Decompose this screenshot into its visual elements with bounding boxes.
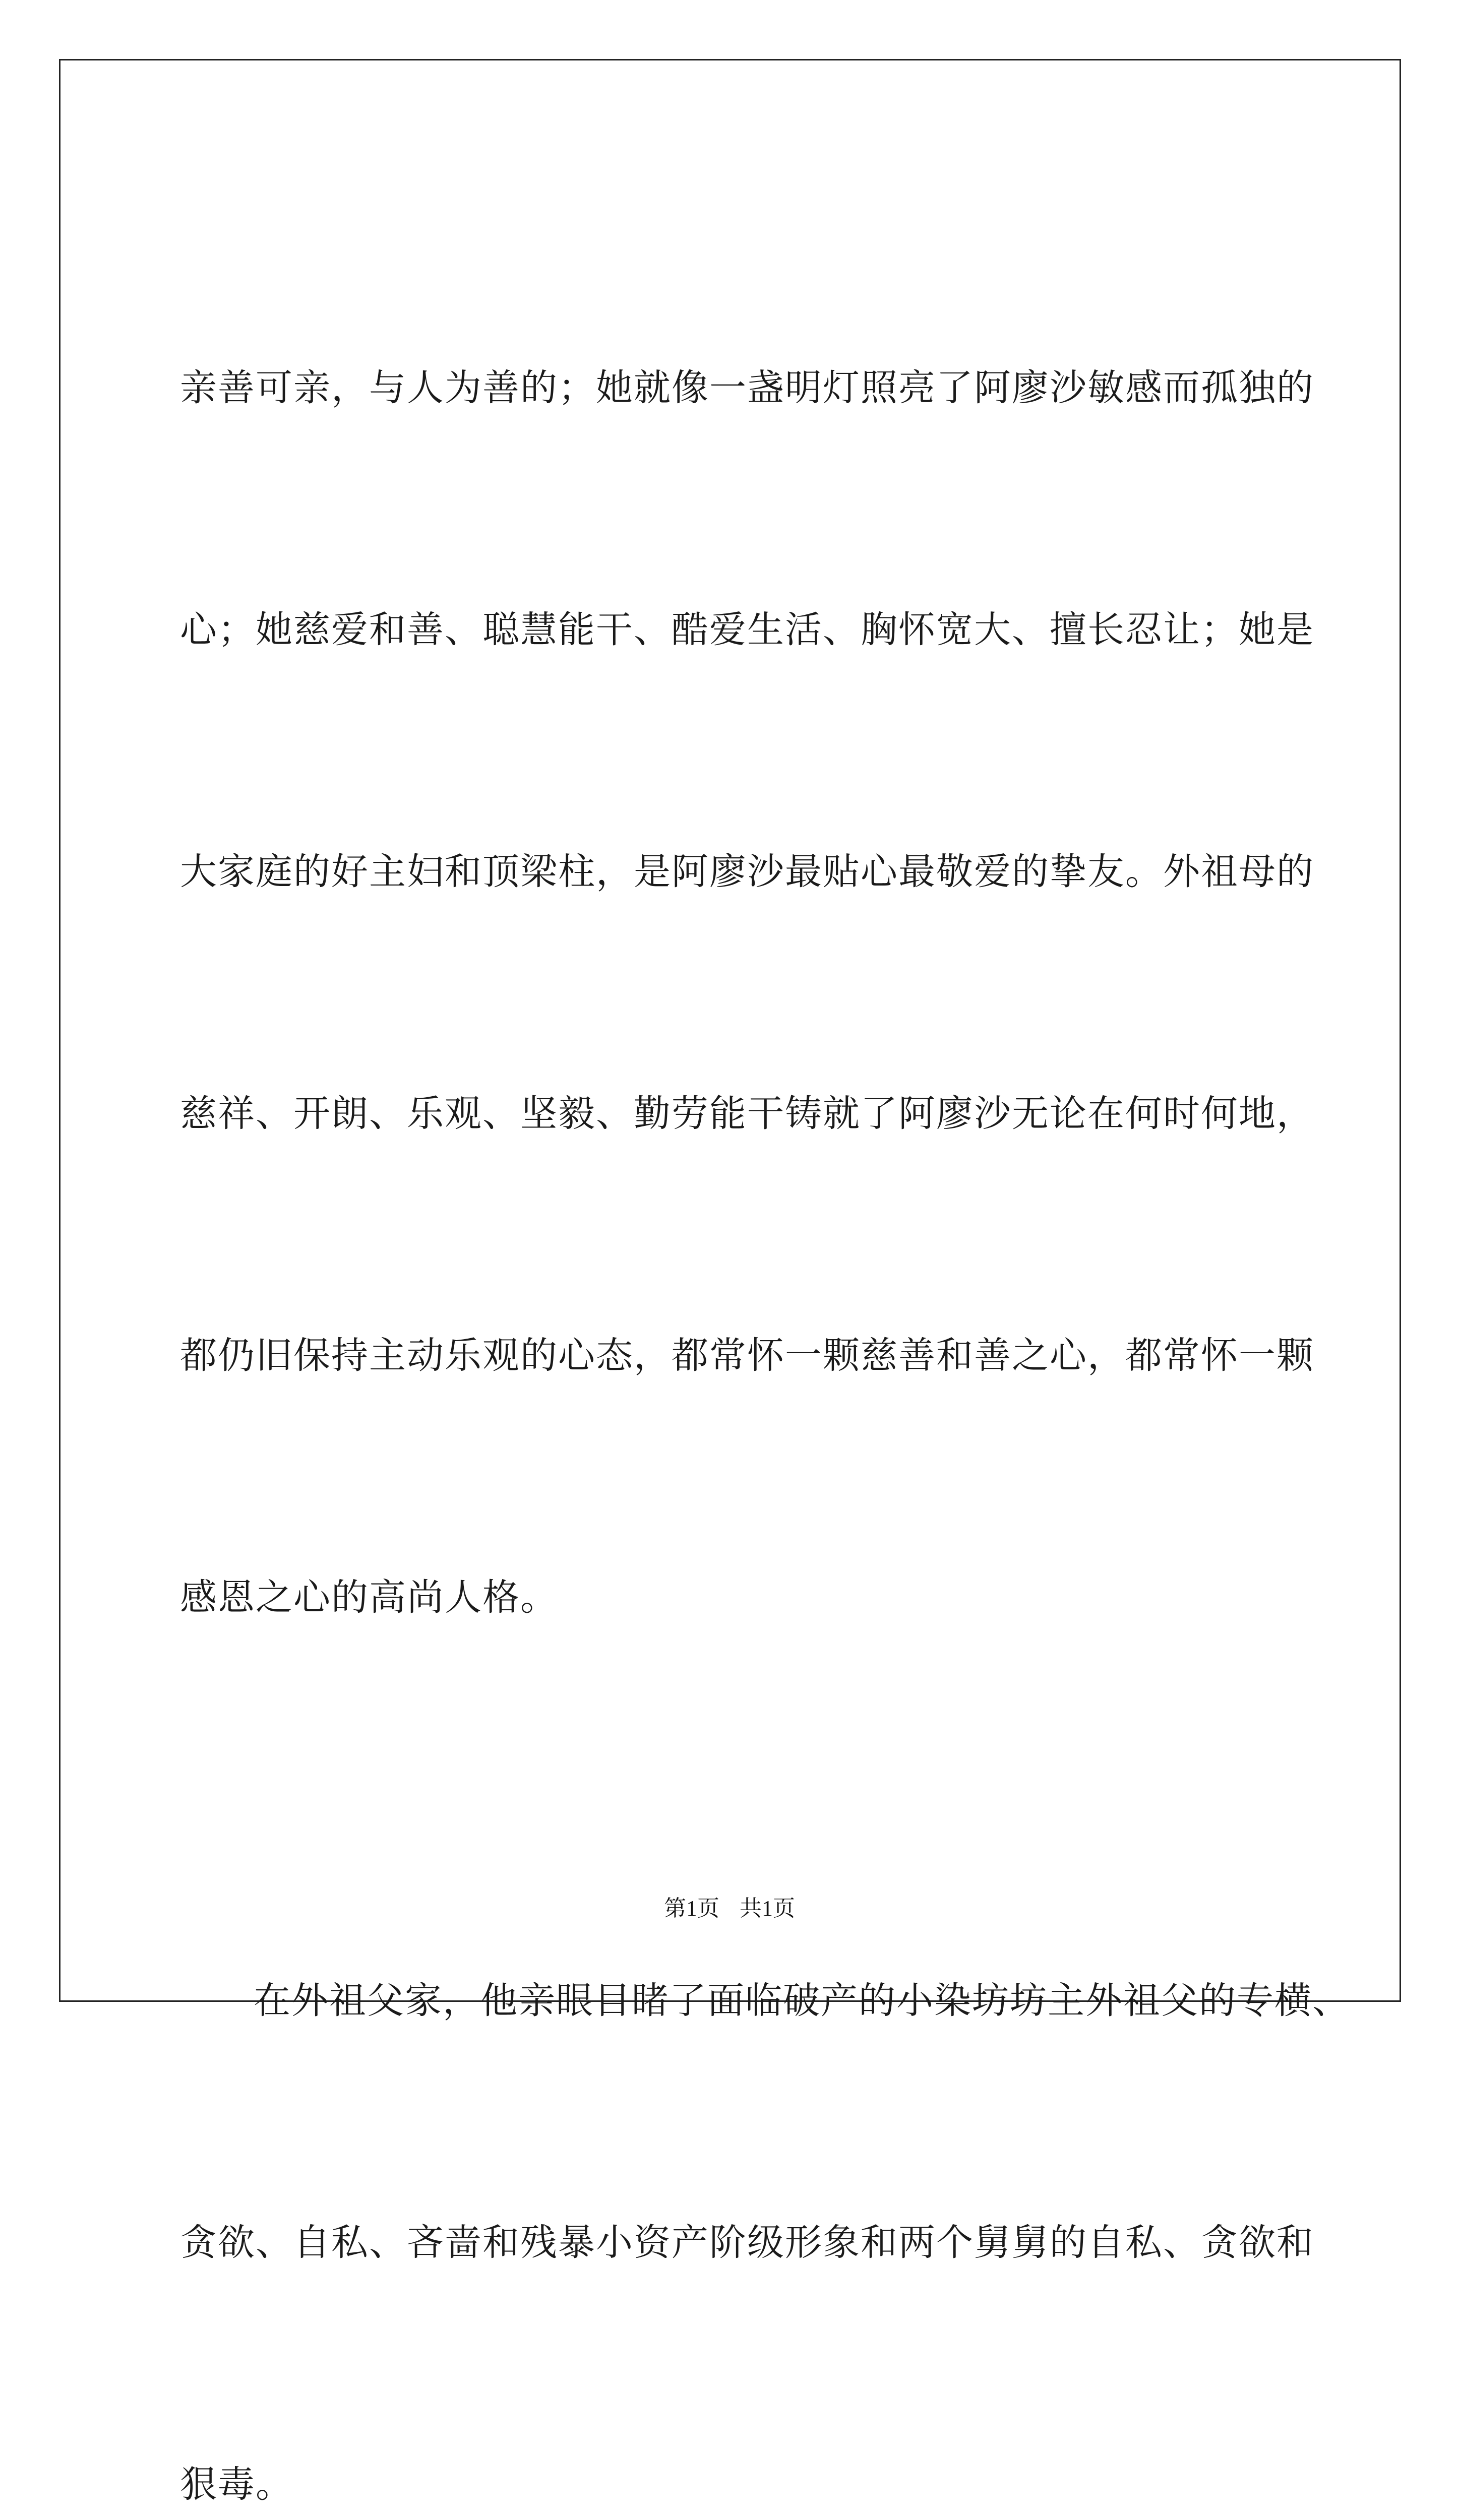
text-line: 感恩之心的高尚人格。 — [180, 1576, 558, 1619]
page-total: 共1页 — [740, 1896, 795, 1921]
page-number: 第1页 — [664, 1896, 719, 1921]
text-line: 亲善可亲，与人为善的；她就像一盏明灯照亮了阿廖沙敏感而孤独的 — [180, 366, 1314, 409]
text-line: 心；她慈爱和善、聪慧能干、酷爱生活、胸怀宽大、擅长忍让；她是 — [180, 608, 1314, 651]
document-body — [180, 186, 1350, 2520]
page-footer — [0, 1890, 1459, 1922]
text-line: 贪欲、自私、吝啬和残暴小资产阶级形象和两个舅舅的自私、贪欲和 — [180, 2221, 1314, 2264]
paragraph-1 — [180, 186, 1314, 1799]
text-line: 慈祥、开朗、乐观、坚毅、勤劳能干铸就了阿廖沙无论在何时何地， — [180, 1092, 1314, 1135]
text-line: 在外祖父家，他亲眼目睹了面临破产的小染坊坊主外祖父的专横、 — [254, 1979, 1350, 2022]
text-line: 狠毒。 — [180, 2463, 293, 2506]
text-line: 都仍旧保持主动乐观的心态，都常怀一颗慈善和善之心，都常怀一颗 — [180, 1334, 1314, 1377]
text-line: 大家庭的好主妇和顶梁柱，是阿廖沙最贴心最敬爱的挚友。外祖母的 — [180, 850, 1314, 893]
